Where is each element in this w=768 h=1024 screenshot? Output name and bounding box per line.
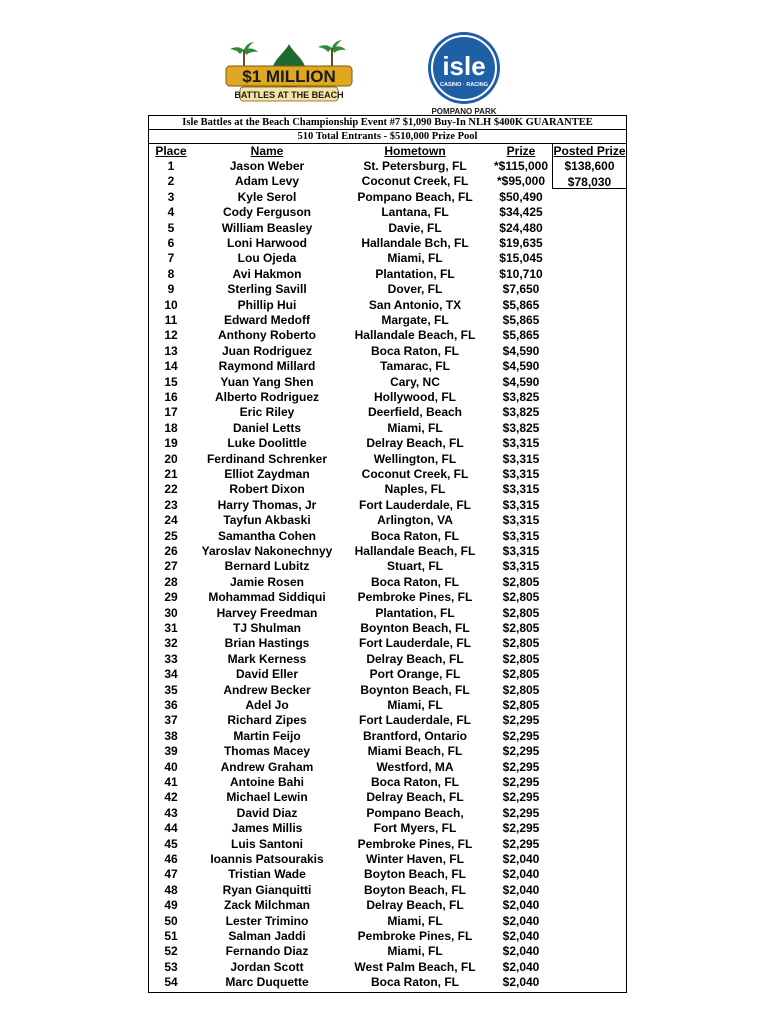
table-row <box>148 760 627 775</box>
place-cell: 34 <box>164 667 178 682</box>
hometown-cell: Pembroke Pines, FL <box>357 590 473 605</box>
prize-cell: $2,805 <box>502 574 540 589</box>
posted-prize-1: $138,600 <box>564 159 615 173</box>
table-row <box>148 313 627 328</box>
table-row <box>148 498 627 513</box>
table-row <box>148 652 627 667</box>
prize-cell: $2,295 <box>502 775 540 789</box>
hometown-cell: Fort Lauderdale, FL <box>358 636 471 651</box>
name-cell: Phillip Hui <box>237 297 297 312</box>
name-cell: Michael Lewin <box>226 790 308 805</box>
prize-cell: $15,045 <box>499 251 543 266</box>
prize-cell: $2,040 <box>502 929 540 943</box>
place-cell: 9 <box>167 282 175 297</box>
prize-cell: $3,315 <box>502 436 540 451</box>
hometown-cell: Delray Beach, FL <box>366 898 464 913</box>
prize-cell: $2,295 <box>502 713 540 728</box>
table-row <box>148 482 627 497</box>
prize-cell: $10,710 <box>499 266 543 281</box>
prize-cell: $2,295 <box>502 805 540 820</box>
prize-cell: $2,040 <box>502 944 540 959</box>
prize-cell: $5,865 <box>502 313 540 327</box>
name-cell: Ryan Gianquitti <box>222 882 312 897</box>
place-cell: 37 <box>164 713 178 728</box>
name-cell: Zack Milchman <box>223 898 311 913</box>
hometown-cell: Boyton Beach, FL <box>363 867 466 882</box>
name-cell: Harvey Freedman <box>216 605 318 620</box>
name-cell: Jason Weber <box>229 159 305 173</box>
name-cell: Martin Feijo <box>233 728 301 743</box>
name-cell: Fernando Diaz <box>225 944 309 959</box>
hometown-cell: Deerfield, Beach <box>367 405 463 420</box>
prize-cell: $4,590 <box>502 374 540 389</box>
prize-cell: $3,315 <box>502 559 540 574</box>
name-cell: Lou Ojeda <box>237 251 297 266</box>
name-cell: Raymond Millard <box>218 359 316 374</box>
prize-cell: $2,295 <box>502 790 540 805</box>
place-cell: 5 <box>167 220 175 235</box>
hometown-cell: Boca Raton, FL <box>370 975 459 990</box>
prize-cell: $3,315 <box>502 451 540 466</box>
prize-cell: $3,315 <box>502 467 540 481</box>
table-row <box>148 821 627 836</box>
name-cell: David Eller <box>235 667 299 682</box>
name-cell: Robert Dixon <box>229 482 305 497</box>
hometown-cell: Pembroke Pines, FL <box>357 929 473 943</box>
place-cell: 7 <box>167 251 175 266</box>
logo-battles-text: BATTLES AT THE BEACH <box>234 90 344 100</box>
place-cell: 28 <box>164 574 178 589</box>
place-cell: 11 <box>164 313 178 327</box>
table-row <box>148 590 627 605</box>
header-place: Place <box>155 144 187 158</box>
prize-cell: $2,040 <box>502 975 540 990</box>
name-cell: Yuan Yang Shen <box>220 374 314 389</box>
place-cell: 33 <box>164 651 178 666</box>
table-row <box>148 883 627 898</box>
prize-cell: $2,040 <box>502 959 540 974</box>
prize-cell: $3,315 <box>502 528 540 543</box>
table-row <box>148 544 627 559</box>
name-cell: Edward Medoff <box>224 313 310 327</box>
place-cell: 23 <box>164 497 178 512</box>
prize-cell: $4,590 <box>502 359 540 374</box>
hometown-cell: Boynton Beach, FL <box>360 621 470 635</box>
hometown-cell: Naples, FL <box>384 482 446 497</box>
table-row <box>148 282 627 297</box>
hometown-cell: Miami, FL <box>387 944 443 959</box>
logo-isle-text: isle <box>442 51 486 81</box>
name-cell: Luis Santoni <box>231 836 303 851</box>
prize-cell: $2,805 <box>502 636 540 651</box>
hometown-cell: Arlington, VA <box>377 513 453 528</box>
hometown-cell: Boca Raton, FL <box>370 574 459 589</box>
place-cell: 6 <box>167 236 175 250</box>
place-cell: 27 <box>164 559 178 574</box>
hometown-cell: Lantana, FL <box>381 205 449 220</box>
place-cell: 30 <box>164 605 178 620</box>
prize-cell: $50,490 <box>499 189 543 204</box>
place-cell: 39 <box>164 744 178 759</box>
prize-cell: $7,650 <box>502 282 540 297</box>
name-cell: Mark Kerness <box>227 651 307 666</box>
event-subtitle: 510 Total Entrants - $510,000 Prize Pool <box>148 130 627 144</box>
hometown-cell: Dover, FL <box>387 282 443 297</box>
table-row <box>148 174 627 189</box>
prize-cell: *$115,000 <box>493 159 549 173</box>
hometown-cell: Cary, NC <box>390 374 440 389</box>
table-row <box>148 713 627 728</box>
table-row <box>148 452 627 467</box>
name-cell: Cody Ferguson <box>222 205 311 220</box>
table-row <box>148 359 627 374</box>
place-cell: 49 <box>164 898 178 913</box>
hometown-cell: Boca Raton, FL <box>370 775 459 789</box>
table-row <box>148 975 627 990</box>
prize-cell: $2,295 <box>502 744 540 759</box>
name-cell: Juan Rodriguez <box>221 343 312 358</box>
prize-cell: $2,805 <box>502 590 540 605</box>
table-row <box>148 436 627 451</box>
name-cell: Thomas Macey <box>223 744 311 759</box>
hometown-cell: San Antonio, TX <box>368 297 462 312</box>
place-cell: 50 <box>164 913 178 928</box>
place-cell: 47 <box>164 867 178 882</box>
hometown-cell: Miami, FL <box>387 251 443 266</box>
place-cell: 38 <box>164 728 178 743</box>
place-cell: 26 <box>164 544 178 558</box>
isle-casino-logo <box>420 30 508 118</box>
event-title: Isle Battles at the Beach Championship Event #7 $1,090 Buy-In NLH $400K GUARANTEE <box>148 115 627 130</box>
prize-cell: $2,040 <box>502 913 540 928</box>
prize-cell: $3,315 <box>502 544 540 558</box>
million-battles-logo <box>222 40 356 110</box>
name-cell: Eric Riley <box>239 405 295 420</box>
name-cell: David Diaz <box>236 805 298 820</box>
place-cell: 16 <box>164 390 178 404</box>
header-name: Name <box>250 144 284 158</box>
hometown-cell: Tamarac, FL <box>380 359 450 374</box>
table-row <box>148 806 627 821</box>
prize-cell: $3,315 <box>502 513 540 528</box>
name-cell: Ferdinand Schrenker <box>206 451 328 466</box>
prize-cell: $2,040 <box>502 867 540 882</box>
name-cell: Antoine Bahi <box>230 775 304 789</box>
table-row <box>148 344 627 359</box>
table-row <box>148 683 627 698</box>
name-cell: Tayfun Akbaski <box>223 513 311 528</box>
place-cell: 19 <box>164 436 178 451</box>
place-cell: 18 <box>164 420 178 435</box>
hometown-cell: Pembroke Pines, FL <box>357 836 473 851</box>
prize-cell: $2,295 <box>502 836 540 851</box>
hometown-cell: Boyton Beach, FL <box>363 882 466 897</box>
name-cell: Brian Hastings <box>224 636 310 651</box>
table-row <box>148 205 627 220</box>
prize-cell: $2,295 <box>502 821 540 836</box>
table-row <box>148 852 627 867</box>
place-cell: 17 <box>164 405 178 420</box>
place-cell: 36 <box>164 698 178 712</box>
table-row <box>148 790 627 805</box>
hometown-cell: Coconut Creek, FL <box>361 174 469 189</box>
table-row <box>148 390 627 405</box>
name-cell: Avi Hakmon <box>232 266 302 281</box>
hometown-cell: Boca Raton, FL <box>370 528 459 543</box>
prize-cell: $4,590 <box>502 343 540 358</box>
posted-prize-2: $78,030 <box>567 174 612 189</box>
hometown-cell: Pompano Beach, <box>366 805 464 820</box>
hometown-cell: Port Orange, FL <box>369 667 461 682</box>
table-row <box>148 375 627 390</box>
name-cell: Adam Levy <box>234 174 300 189</box>
table-row <box>148 298 627 313</box>
hometown-cell: Coconut Creek, FL <box>361 467 469 481</box>
name-cell: Kyle Serol <box>237 189 297 204</box>
hometown-cell: Fort Myers, FL <box>373 821 457 836</box>
name-cell: Marc Duquette <box>225 975 309 990</box>
table-row <box>148 421 627 436</box>
hometown-cell: Plantation, FL <box>375 266 455 281</box>
table-row <box>148 251 627 266</box>
prize-cell: $2,040 <box>502 882 540 897</box>
prize-cell: $2,040 <box>502 898 540 913</box>
name-cell: Mohammad Siddiqui <box>208 590 326 605</box>
name-cell: Lester Trimino <box>225 913 309 928</box>
place-cell: 51 <box>164 929 178 943</box>
logo-location-text: POMPANO PARK <box>431 107 497 116</box>
place-cell: 31 <box>164 621 178 635</box>
table-row <box>148 944 627 959</box>
table-row <box>148 405 627 420</box>
place-cell: 13 <box>164 343 178 358</box>
place-cell: 20 <box>164 451 178 466</box>
place-cell: 4 <box>167 205 175 220</box>
name-cell: Bernard Lubitz <box>224 559 310 574</box>
table-row <box>148 529 627 544</box>
hometown-cell: Fort Lauderdale, FL <box>358 713 471 728</box>
place-cell: 45 <box>164 836 178 851</box>
table-row <box>148 667 627 682</box>
name-cell: Ioannis Patsourakis <box>210 852 324 866</box>
prize-cell: $2,040 <box>502 852 540 866</box>
hometown-cell: Miami Beach, FL <box>367 744 463 759</box>
hometown-cell: Westford, MA <box>376 759 454 774</box>
prize-cell: $2,805 <box>502 621 540 635</box>
place-cell: 22 <box>164 482 178 497</box>
name-cell: Alberto Rodriguez <box>215 390 319 404</box>
hometown-cell: Boynton Beach, FL <box>360 682 470 697</box>
hometown-cell: Brantford, Ontario <box>363 728 467 743</box>
place-cell: 32 <box>164 636 178 651</box>
name-cell: Tristian Wade <box>228 867 306 882</box>
hometown-cell: Davie, FL <box>388 220 442 235</box>
hometown-cell: Winter Haven, FL <box>366 852 464 866</box>
name-cell: Anthony Roberto <box>218 328 316 343</box>
place-cell: 12 <box>164 328 178 343</box>
logo-million-text: $1 MILLION <box>242 67 336 86</box>
hometown-cell: West Palm Beach, FL <box>354 959 476 974</box>
place-cell: 2 <box>167 174 175 189</box>
place-cell: 1 <box>167 159 175 173</box>
table-row <box>148 559 627 574</box>
hometown-cell: Miami, FL <box>387 913 443 928</box>
hometown-cell: Hallandale Beach, FL <box>354 328 476 343</box>
name-cell: Sterling Savill <box>227 282 307 297</box>
place-cell: 46 <box>164 852 178 866</box>
table-row <box>148 159 627 174</box>
name-cell: Daniel Letts <box>232 420 301 435</box>
name-cell: Jamie Rosen <box>229 574 305 589</box>
name-cell: Andrew Becker <box>223 682 311 697</box>
prize-cell: $5,865 <box>502 297 540 312</box>
place-cell: 40 <box>164 759 178 774</box>
name-cell: Yaroslav Nakonechnyy <box>201 544 333 558</box>
hometown-cell: Plantation, FL <box>375 605 455 620</box>
name-cell: James Millis <box>231 821 303 836</box>
prize-cell: $3,825 <box>502 390 540 404</box>
table-row <box>148 606 627 621</box>
header-posted-prize: Posted Prize <box>553 144 626 158</box>
table-row <box>148 698 627 713</box>
header-prize: Prize <box>506 144 536 158</box>
place-cell: 15 <box>164 374 178 389</box>
name-cell: Elliot Zaydman <box>224 467 310 481</box>
table-row <box>148 837 627 852</box>
prize-cell: $3,825 <box>502 420 540 435</box>
place-cell: 24 <box>164 513 178 528</box>
place-cell: 54 <box>164 975 178 990</box>
name-cell: Harry Thomas, Jr <box>217 497 317 512</box>
table-row <box>148 929 627 944</box>
place-cell: 8 <box>167 266 175 281</box>
table-row <box>148 190 627 205</box>
name-cell: Richard Zipes <box>227 713 307 728</box>
name-cell: Andrew Graham <box>220 759 314 774</box>
prize-cell: $3,315 <box>502 497 540 512</box>
hometown-cell: Stuart, FL <box>387 559 443 574</box>
hometown-cell: Delray Beach, FL <box>366 436 464 451</box>
prize-cell: *$95,000 <box>496 174 546 189</box>
hometown-cell: Boca Raton, FL <box>370 343 459 358</box>
name-cell: William Beasley <box>221 220 313 235</box>
name-cell: Loni Harwood <box>227 236 307 250</box>
hometown-cell: Delray Beach, FL <box>366 790 464 805</box>
place-cell: 25 <box>164 528 178 543</box>
place-cell: 3 <box>167 189 175 204</box>
hometown-cell: Pompano Beach, FL <box>357 189 473 204</box>
table-row <box>148 236 627 251</box>
hometown-cell: Hallandale Bch, FL <box>361 236 469 250</box>
hometown-cell: Wellington, FL <box>373 451 457 466</box>
prize-cell: $2,805 <box>502 698 540 712</box>
table-row <box>148 621 627 636</box>
place-cell: 10 <box>164 297 178 312</box>
prize-cell: $34,425 <box>499 205 543 220</box>
place-cell: 14 <box>164 359 178 374</box>
place-cell: 44 <box>164 821 178 836</box>
hometown-cell: Delray Beach, FL <box>366 651 464 666</box>
hometown-cell: Hallandale Beach, FL <box>354 544 476 558</box>
place-cell: 52 <box>164 944 178 959</box>
name-cell: Salman Jaddi <box>228 929 306 943</box>
hometown-cell: Margate, FL <box>381 313 449 327</box>
table-row <box>148 867 627 882</box>
table-row <box>148 744 627 759</box>
place-cell: 42 <box>164 790 178 805</box>
place-cell: 29 <box>164 590 178 605</box>
prize-cell: $2,805 <box>502 651 540 666</box>
table-row <box>148 267 627 282</box>
table-row <box>148 467 627 482</box>
table-row <box>148 775 627 790</box>
table-row <box>148 513 627 528</box>
prize-cell: $5,865 <box>502 328 540 343</box>
name-cell: Luke Doolittle <box>227 436 307 451</box>
prize-cell: $2,805 <box>502 667 540 682</box>
table-row <box>148 914 627 929</box>
prize-cell: $3,825 <box>502 405 540 420</box>
prize-cell: $2,805 <box>502 682 540 697</box>
prize-cell: $2,295 <box>502 728 540 743</box>
table-row <box>148 575 627 590</box>
table-row <box>148 960 627 975</box>
table-row <box>148 636 627 651</box>
prize-cell: $19,635 <box>499 236 543 250</box>
place-cell: 48 <box>164 882 178 897</box>
table-row <box>148 221 627 236</box>
name-cell: Adel Jo <box>245 698 289 712</box>
hometown-cell: Miami, FL <box>387 420 443 435</box>
place-cell: 43 <box>164 805 178 820</box>
hometown-cell: Fort Lauderdale, FL <box>358 497 471 512</box>
hometown-cell: Miami, FL <box>387 698 443 712</box>
place-cell: 35 <box>164 682 178 697</box>
name-cell: TJ Shulman <box>232 621 301 635</box>
hometown-cell: Hollywood, FL <box>374 390 456 404</box>
table-row <box>148 898 627 913</box>
table-row <box>148 729 627 744</box>
name-cell: Jordan Scott <box>230 959 304 974</box>
name-cell: Samantha Cohen <box>217 528 316 543</box>
prize-cell: $3,315 <box>502 482 540 497</box>
place-cell: 53 <box>164 959 178 974</box>
hometown-cell: St. Petersburg, FL <box>363 159 467 173</box>
prize-cell: $24,480 <box>499 220 543 235</box>
place-cell: 41 <box>164 775 178 789</box>
table-row <box>148 328 627 343</box>
prize-cell: $2,805 <box>502 605 540 620</box>
logo-isle-tagline: CASINO · RACING <box>440 82 488 88</box>
prize-cell: $2,295 <box>502 759 540 774</box>
place-cell: 21 <box>164 467 178 481</box>
header-hometown: Hometown <box>384 144 446 158</box>
